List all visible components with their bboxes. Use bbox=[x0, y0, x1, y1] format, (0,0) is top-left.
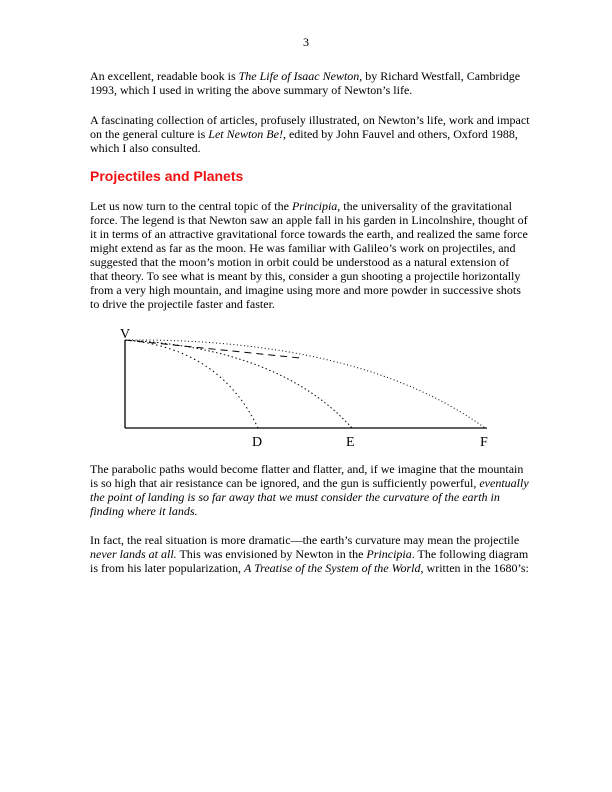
text-run: The parabolic paths would become flatter and flatter, and, if we imagine that the mountain is so high that air resistance can be ignored, and the gun is sufficiently powerful, bbox=[90, 462, 524, 490]
tangent-dash bbox=[125, 340, 300, 358]
text-run: A fascinating collection of articles, profusely illustrated, on Newton’s life, work and impact on the general culture is bbox=[90, 113, 530, 141]
trajectory-e bbox=[125, 340, 352, 428]
label-d: D bbox=[252, 435, 263, 450]
paragraph-dramatic bbox=[90, 533, 530, 575]
text-run: Let us now turn to the central topic of the bbox=[90, 199, 292, 213]
text-run: . The following diagram is from his later popularization, bbox=[90, 547, 529, 575]
trajectory-d bbox=[125, 340, 258, 428]
italic-text: A Treatise of the System of the World bbox=[243, 561, 421, 575]
paragraph-parabolic bbox=[90, 462, 530, 518]
text-run: , the universality of the gravitational force. The legend is that Newton saw an apple fall in his garden in Lincolnshire, thought of it in terms of an attractive gravitational force towards the earth, and realized the same force might extend as far as the moon. He was familiar with Galileo’s work on projectiles, and suggested that the moon’s motion in orbit could be understood as a natural extension of that theory. To see what is meant by this, consider a gun shooting a projectile horizontally from a very high mountain, and imagine using more and more powder in successive shots to drive the projectile faster and faster. bbox=[90, 199, 528, 311]
text-run: , written in the 1680’s: bbox=[420, 561, 529, 575]
text-run: , edited by John Fauvel and others, Oxford 1988, which I also consulted. bbox=[90, 127, 518, 155]
paragraph-principia bbox=[90, 199, 530, 311]
italic-text: Let Newton Be! bbox=[208, 127, 283, 141]
text-run: , by Richard Westfall, Cambridge 1993, which I used in writing the above summary of Newton’s life. bbox=[90, 69, 521, 97]
text-run: In fact, the real situation is more dramatic—the earth’s curvature may mean the projectile bbox=[90, 533, 520, 547]
paragraph-westfall bbox=[90, 69, 530, 97]
italic-text: Principia bbox=[366, 547, 412, 561]
trajectory-f bbox=[125, 340, 485, 428]
text-run: This was envisioned by Newton in the bbox=[176, 547, 367, 561]
text-run: An excellent, readable book is bbox=[90, 69, 239, 83]
italic-text: never lands at all. bbox=[90, 547, 177, 561]
paragraph-fauvel bbox=[90, 113, 530, 155]
label-v: V bbox=[120, 327, 131, 342]
italic-text: The Life of Isaac Newton bbox=[238, 69, 360, 83]
label-f: F bbox=[480, 435, 488, 450]
page-number: 3 bbox=[303, 35, 309, 49]
italic-text: Principia bbox=[291, 199, 338, 213]
label-e: E bbox=[346, 435, 355, 450]
section-heading: Projectiles and Planets bbox=[90, 168, 244, 184]
italic-text: eventually the point of landing is so far away that we must consider the curvature of the earth in finding where it lands. bbox=[90, 476, 529, 518]
projectile-diagram bbox=[110, 318, 500, 458]
